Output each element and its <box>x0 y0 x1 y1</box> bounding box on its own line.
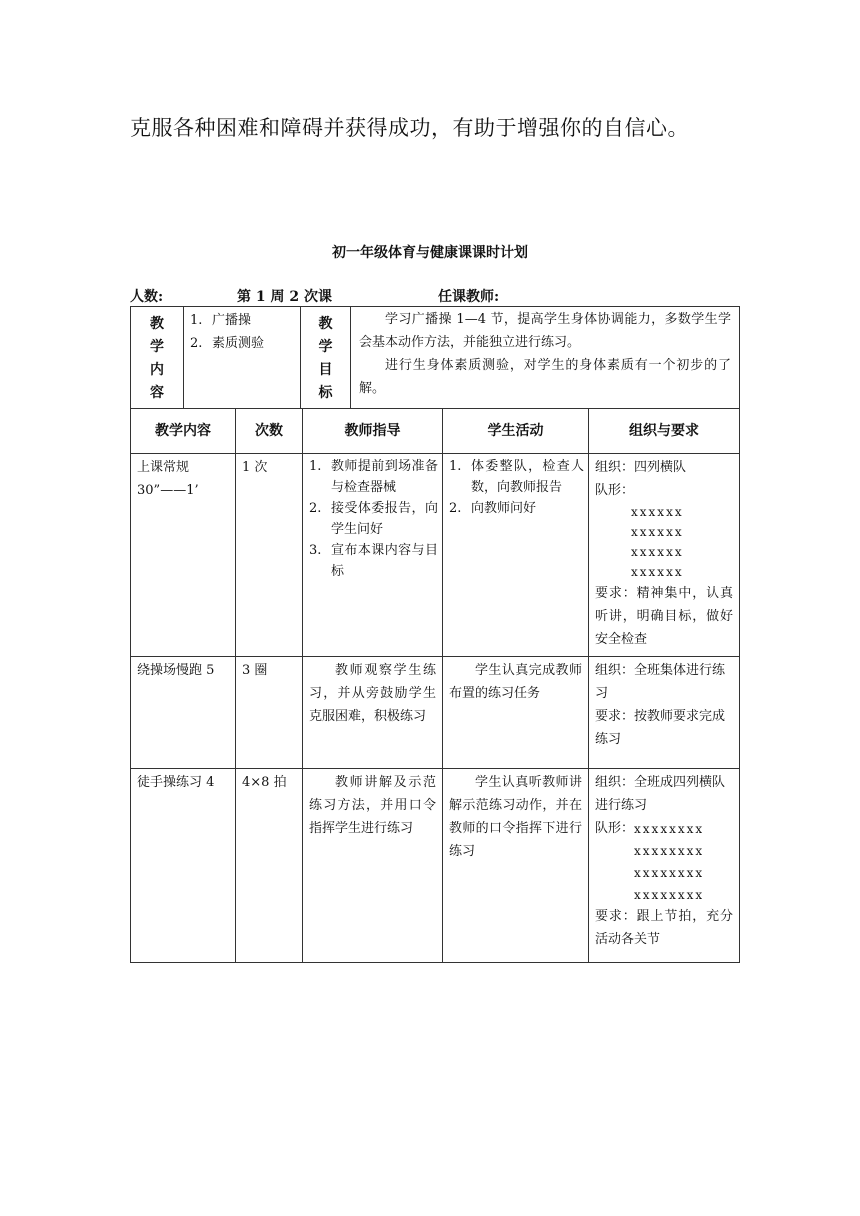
formation-line: xxxxxxxx <box>634 822 705 836</box>
formation-line: xxxxxxxx <box>634 866 705 880</box>
list-item: 2. 接受体委报告，向学生问好 <box>309 501 438 537</box>
header-teacher: 教师指导 <box>303 409 443 454</box>
people-count-label: 人数: <box>130 289 164 305</box>
row-organization: 组织：全班集体进行练习 要求：按教师要求完成练习 <box>589 657 740 769</box>
row-content: 徒手操练习 4 <box>131 769 236 963</box>
row-content: 绕操场慢跑 5 <box>131 657 236 769</box>
table-row <box>131 769 740 963</box>
formation-line: xxxxxx <box>631 505 684 519</box>
row-student: 学生认真听教师讲解示范练习动作，并在教师的口令指挥下进行练习 <box>443 769 589 963</box>
list-item: 2. 向教师问好 <box>449 501 537 516</box>
row-count: 4×8 拍 <box>236 769 303 963</box>
formation-line: xxxxxx <box>631 525 684 539</box>
teacher-label: 任课教师: <box>438 289 500 305</box>
list-item: 2. 素质测验 <box>190 336 265 351</box>
formation-line: xxxxxxxx <box>634 844 705 858</box>
week-lesson-label: 第 1 周 2 次课 <box>237 289 332 305</box>
row-organization: 组织：全班成四列横队进行练习 队形： xxxxxxxx xxxxxxxx xxxxxxxx xxxxxxxx 要求：跟上节拍，充分活动各关节 <box>589 769 740 963</box>
list-item: 1. 广播操 <box>190 313 252 328</box>
header-content: 教学内容 <box>131 409 236 454</box>
row-content: 上课常规 30”——1’ <box>131 454 236 657</box>
goal-text: 学习广播操 1—4 节，提高学生身体协调能力，多数学生学会基本动作方法，并能独立进行练习。 进行生身体素质测验，对学生的身体素质有一个初步的了解。 <box>351 307 740 409</box>
row-count: 3 圈 <box>236 657 303 769</box>
header-student: 学生活动 <box>443 409 589 454</box>
row-student <box>443 454 589 657</box>
content-list <box>184 307 301 409</box>
content-heading: 教 学 内 容 <box>131 307 184 409</box>
lesson-info-row <box>130 286 740 306</box>
document-title: 初一年级体育与健康课课时计划 <box>332 245 528 261</box>
list-item: 1. 教师提前到场准备与检查器械 <box>309 459 438 495</box>
row-student: 学生认真完成教师布置的练习任务 <box>443 657 589 769</box>
plan-table <box>130 408 740 963</box>
formation-line: xxxxxxxx <box>634 888 705 902</box>
list-item: 3. 宣布本课内容与目标 <box>309 543 438 579</box>
summary-table <box>130 306 740 409</box>
table-row <box>131 657 740 769</box>
formation-line: xxxxxx <box>631 545 684 559</box>
header-count: 次数 <box>236 409 303 454</box>
goal-heading: 教 学 目 标 <box>301 307 351 409</box>
formation-line: xxxxxx <box>631 565 684 579</box>
table-row <box>131 454 740 657</box>
row-teacher: 教师讲解及示范练习方法，并用口令指挥学生进行练习 <box>303 769 443 963</box>
list-item: 1. 体委整队，检查人数，向教师报告 <box>449 459 584 495</box>
header-organization: 组织与要求 <box>589 409 740 454</box>
row-organization: 组织：四列横队 队形： xxxxxx xxxxxx xxxxxx xxxxxx 要求：精神集中，认真听讲，明确目标，做好安全检查 <box>589 454 740 657</box>
row-teacher <box>303 454 443 657</box>
row-teacher: 教师观察学生练习，并从旁鼓励学生克服困难，积极练习 <box>303 657 443 769</box>
row-count: 1 次 <box>236 454 303 657</box>
intro-line: 克服各种困难和障碍并获得成功，有助于增强你的自信心。 <box>130 116 689 140</box>
